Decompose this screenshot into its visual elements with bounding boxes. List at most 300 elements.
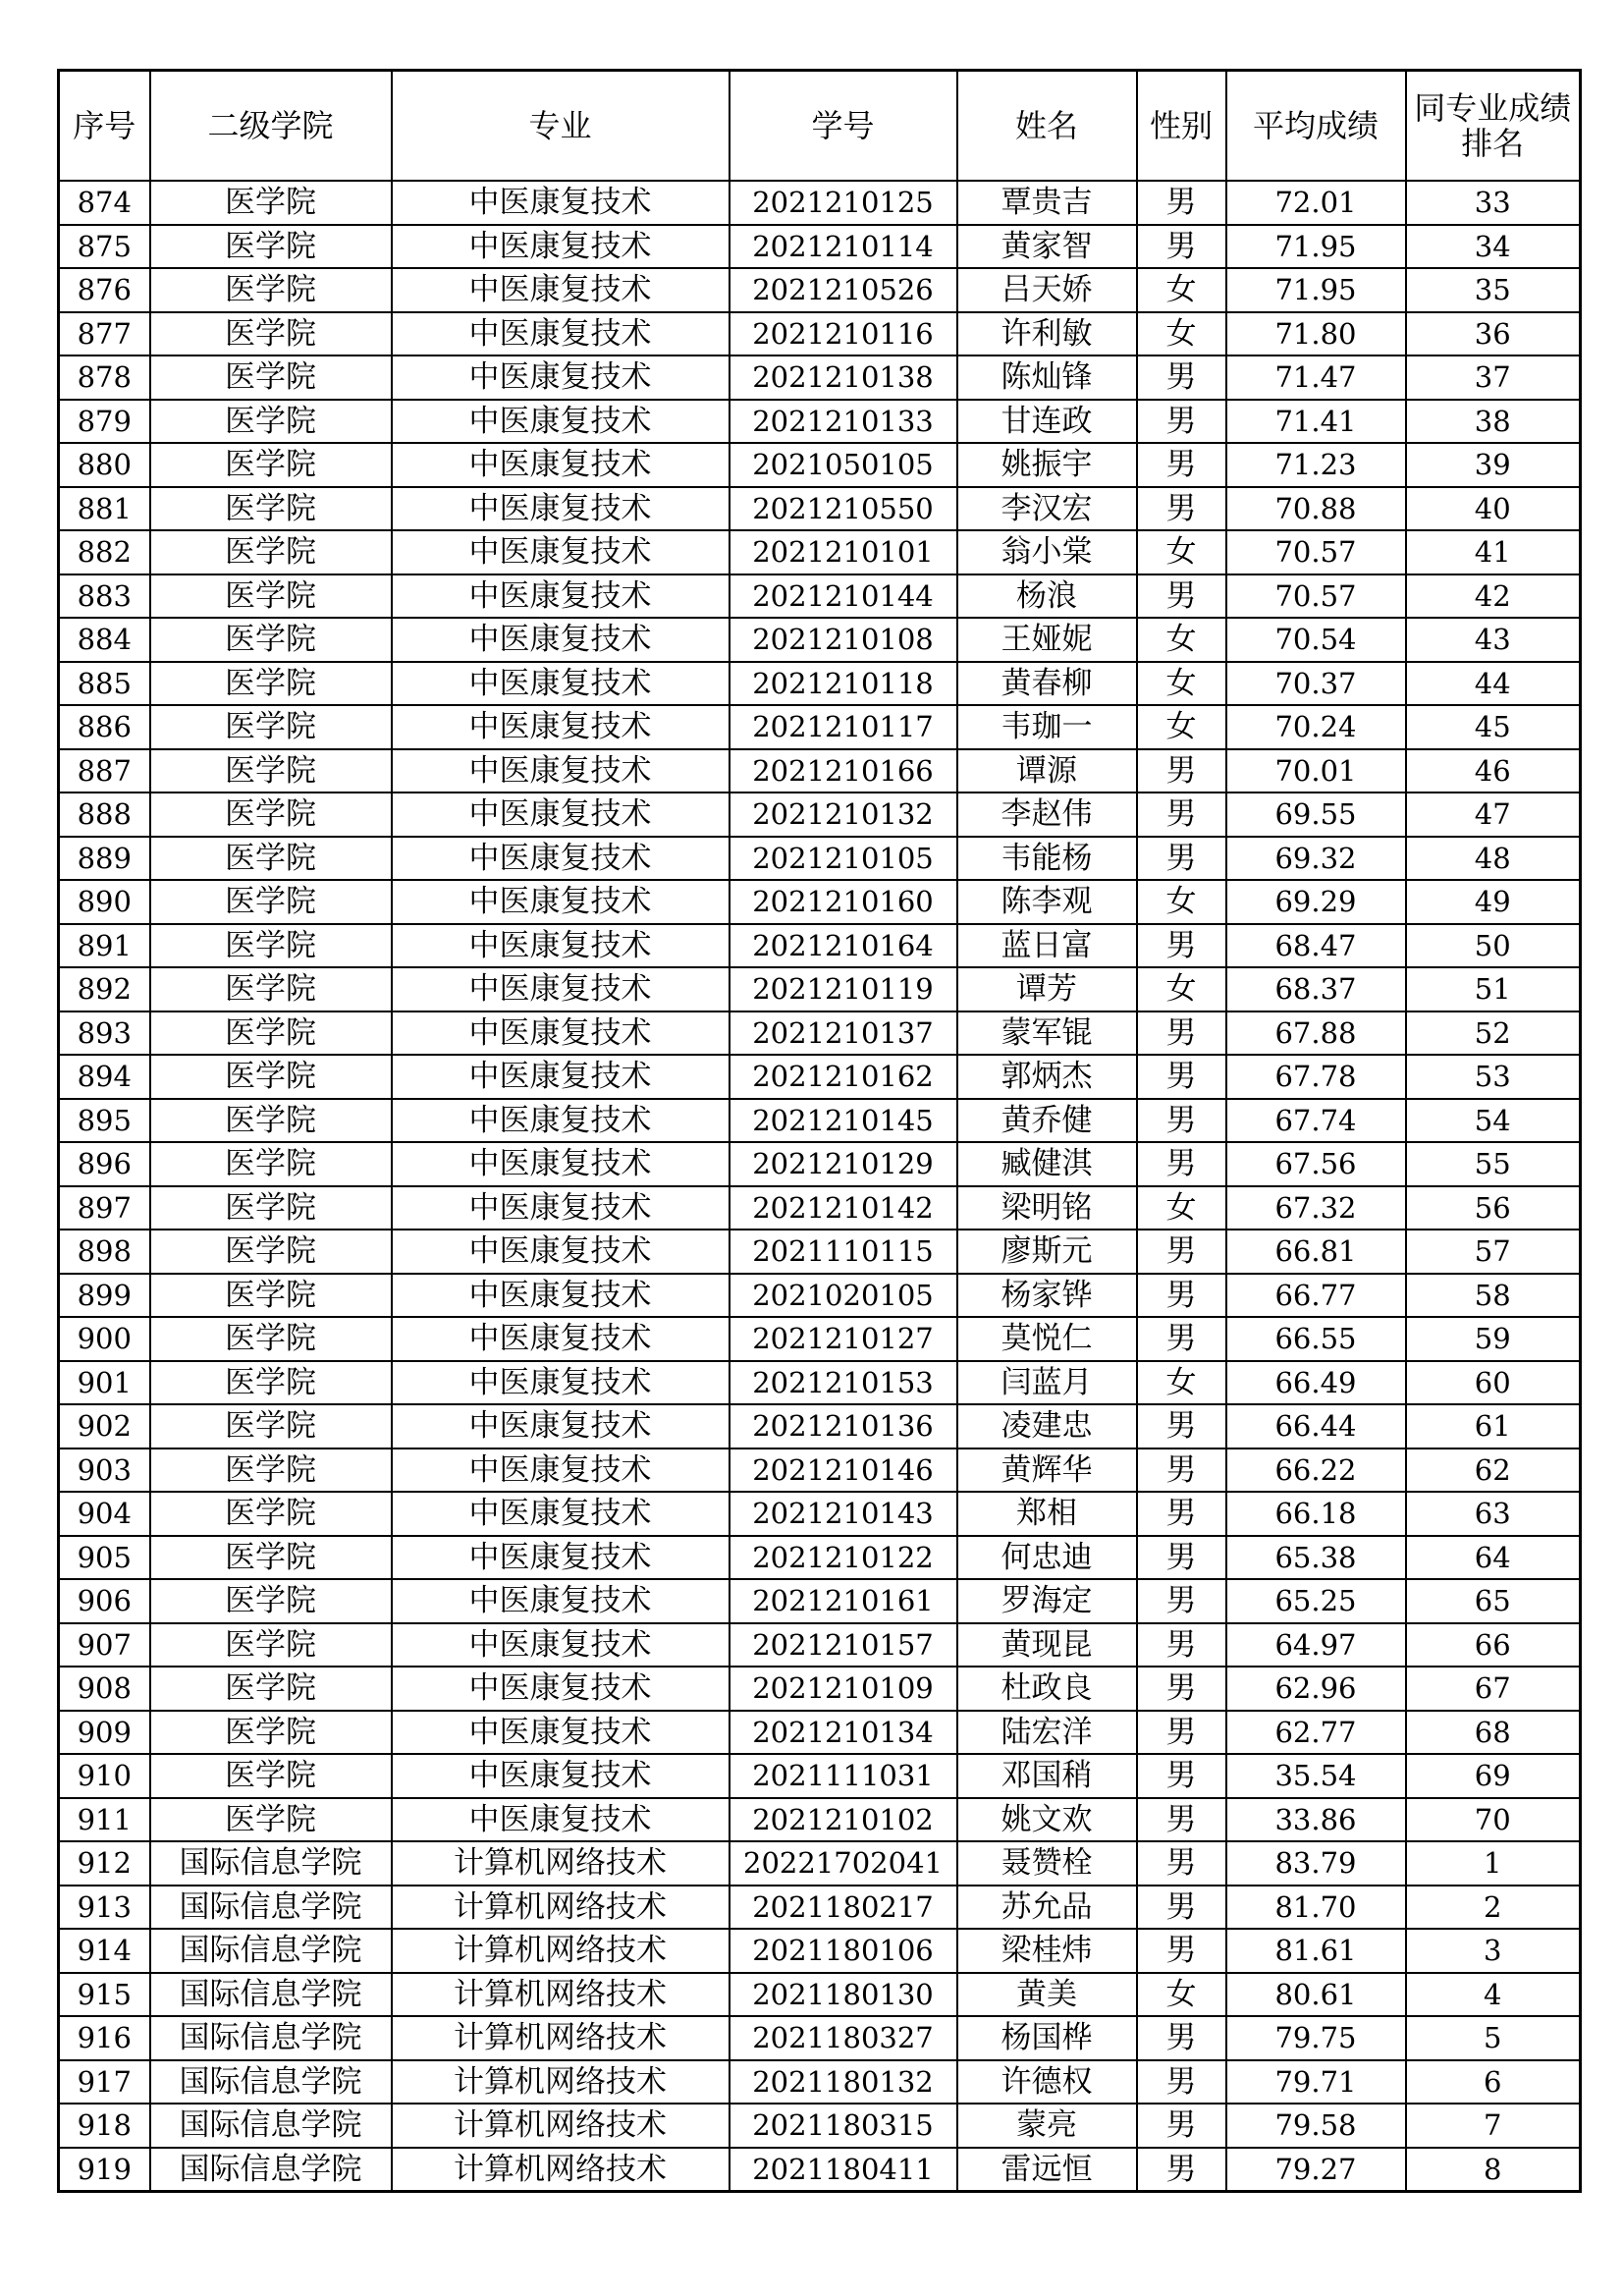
rank-cell: 3	[1406, 1929, 1581, 1973]
student-id-cell: 2021180411	[730, 2148, 957, 2192]
rank-cell: 63	[1406, 1492, 1581, 1536]
major-cell: 中医康复技术	[392, 924, 730, 968]
major-cell: 计算机网络技术	[392, 1929, 730, 1973]
average-score-cell: 68.37	[1226, 967, 1406, 1011]
name-cell: 王娅妮	[957, 618, 1137, 662]
student-id-cell: 2021210133	[730, 400, 957, 444]
name-cell: 黄美	[957, 1973, 1137, 2017]
seq-cell: 884	[59, 618, 150, 662]
rank-cell: 64	[1406, 1536, 1581, 1580]
name-cell: 姚文欢	[957, 1798, 1137, 1842]
major-cell: 中医康复技术	[392, 749, 730, 793]
rank-cell: 52	[1406, 1011, 1581, 1056]
student-id-cell: 2021210105	[730, 837, 957, 881]
average-score-cell: 71.47	[1226, 355, 1406, 400]
seq-cell: 917	[59, 2060, 150, 2105]
name-cell: 覃贵吉	[957, 181, 1137, 225]
student-id-cell: 2021210101	[730, 530, 957, 574]
major-cell: 中医康复技术	[392, 225, 730, 269]
seq-cell: 881	[59, 487, 150, 531]
college-cell: 国际信息学院	[150, 2104, 392, 2148]
name-cell: 杨国桦	[957, 2016, 1137, 2060]
major-cell: 中医康复技术	[392, 1011, 730, 1056]
table-row	[59, 1186, 1581, 1230]
table-row	[59, 487, 1581, 531]
gender-cell: 女	[1137, 662, 1226, 706]
gender-cell: 男	[1137, 1099, 1226, 1143]
major-cell: 中医康复技术	[392, 1579, 730, 1623]
student-id-cell: 2021210108	[730, 618, 957, 662]
rank-cell: 60	[1406, 1361, 1581, 1405]
seq-cell: 903	[59, 1449, 150, 1493]
gender-cell: 女	[1137, 705, 1226, 749]
seq-cell: 874	[59, 181, 150, 225]
average-score-cell: 71.41	[1226, 400, 1406, 444]
table-row	[59, 837, 1581, 881]
gender-cell: 男	[1137, 837, 1226, 881]
name-cell: 梁桂炜	[957, 1929, 1137, 1973]
student-id-cell: 2021210145	[730, 1099, 957, 1143]
gender-cell: 女	[1137, 1186, 1226, 1230]
major-cell: 计算机网络技术	[392, 2104, 730, 2148]
average-score-cell: 79.58	[1226, 2104, 1406, 2148]
table-row	[59, 1536, 1581, 1580]
student-id-cell: 2021210109	[730, 1667, 957, 1711]
rank-cell: 46	[1406, 749, 1581, 793]
seq-cell: 892	[59, 967, 150, 1011]
table-row	[59, 1973, 1581, 2017]
student-id-cell: 2021180217	[730, 1886, 957, 1930]
college-cell: 医学院	[150, 530, 392, 574]
rank-cell: 38	[1406, 400, 1581, 444]
student-id-cell: 2021210164	[730, 924, 957, 968]
table-row	[59, 880, 1581, 924]
rank-cell: 35	[1406, 268, 1581, 312]
student-id-cell: 2021111031	[730, 1754, 957, 1798]
gender-cell: 男	[1137, 1623, 1226, 1667]
rank-cell: 2	[1406, 1886, 1581, 1930]
rank-cell: 40	[1406, 487, 1581, 531]
average-score-cell: 79.71	[1226, 2060, 1406, 2105]
seq-cell: 879	[59, 400, 150, 444]
seq-cell: 905	[59, 1536, 150, 1580]
name-cell: 陆宏洋	[957, 1711, 1137, 1755]
name-cell: 姚振宇	[957, 443, 1137, 487]
name-cell: 黄辉华	[957, 1449, 1137, 1493]
gender-cell: 女	[1137, 618, 1226, 662]
table-row	[59, 1886, 1581, 1930]
average-score-cell: 70.88	[1226, 487, 1406, 531]
average-score-cell: 69.55	[1226, 793, 1406, 837]
seq-cell: 889	[59, 837, 150, 881]
name-cell: 郑相	[957, 1492, 1137, 1536]
student-id-cell: 2021210137	[730, 1011, 957, 1056]
table-row	[59, 1099, 1581, 1143]
major-cell: 中医康复技术	[392, 1623, 730, 1667]
gender-cell: 男	[1137, 2104, 1226, 2148]
seq-cell: 904	[59, 1492, 150, 1536]
rank-cell: 59	[1406, 1317, 1581, 1361]
table-row	[59, 1798, 1581, 1842]
student-id-cell: 2021210129	[730, 1142, 957, 1186]
name-cell: 吕天娇	[957, 268, 1137, 312]
name-cell: 凌建忠	[957, 1404, 1137, 1449]
student-id-cell: 2021180132	[730, 2060, 957, 2105]
name-cell: 杨浪	[957, 574, 1137, 619]
college-cell: 医学院	[150, 1099, 392, 1143]
table-row	[59, 618, 1581, 662]
table-row	[59, 1317, 1581, 1361]
average-score-cell: 70.01	[1226, 749, 1406, 793]
rank-cell: 67	[1406, 1667, 1581, 1711]
seq-cell: 918	[59, 2104, 150, 2148]
seq-cell: 909	[59, 1711, 150, 1755]
rank-cell: 42	[1406, 574, 1581, 619]
name-cell: 闫蓝月	[957, 1361, 1137, 1405]
header-major: 专业	[392, 71, 730, 182]
student-id-cell: 2021210136	[730, 1404, 957, 1449]
college-cell: 医学院	[150, 1317, 392, 1361]
major-cell: 计算机网络技术	[392, 1886, 730, 1930]
header-name: 姓名	[957, 71, 1137, 182]
major-cell: 中医康复技术	[392, 1142, 730, 1186]
major-cell: 中医康复技术	[392, 1754, 730, 1798]
major-cell: 中医康复技术	[392, 618, 730, 662]
name-cell: 黄现昆	[957, 1623, 1137, 1667]
name-cell: 李赵伟	[957, 793, 1137, 837]
gender-cell: 男	[1137, 1929, 1226, 1973]
average-score-cell: 67.32	[1226, 1186, 1406, 1230]
college-cell: 国际信息学院	[150, 2148, 392, 2192]
name-cell: 甘连政	[957, 400, 1137, 444]
rank-cell: 68	[1406, 1711, 1581, 1755]
header-row	[59, 71, 1581, 182]
average-score-cell: 33.86	[1226, 1798, 1406, 1842]
average-score-cell: 66.49	[1226, 1361, 1406, 1405]
major-cell: 中医康复技术	[392, 1361, 730, 1405]
average-score-cell: 69.32	[1226, 837, 1406, 881]
table-row	[59, 1623, 1581, 1667]
average-score-cell: 81.70	[1226, 1886, 1406, 1930]
college-cell: 医学院	[150, 1186, 392, 1230]
seq-cell: 916	[59, 2016, 150, 2060]
table-row	[59, 1579, 1581, 1623]
college-cell: 医学院	[150, 662, 392, 706]
grades-table	[57, 69, 1582, 2193]
gender-cell: 男	[1137, 1055, 1226, 1099]
seq-cell: 886	[59, 705, 150, 749]
student-id-cell: 2021210116	[730, 312, 957, 356]
gender-cell: 女	[1137, 530, 1226, 574]
rank-cell: 61	[1406, 1404, 1581, 1449]
seq-cell: 907	[59, 1623, 150, 1667]
average-score-cell: 68.47	[1226, 924, 1406, 968]
major-cell: 中医康复技术	[392, 1449, 730, 1493]
college-cell: 医学院	[150, 1361, 392, 1405]
major-cell: 中医康复技术	[392, 574, 730, 619]
college-cell: 医学院	[150, 487, 392, 531]
seq-cell: 890	[59, 880, 150, 924]
rank-cell: 6	[1406, 2060, 1581, 2105]
average-score-cell: 70.54	[1226, 618, 1406, 662]
student-id-cell: 2021210114	[730, 225, 957, 269]
table-row	[59, 443, 1581, 487]
gender-cell: 女	[1137, 312, 1226, 356]
table-row	[59, 225, 1581, 269]
rank-cell: 33	[1406, 181, 1581, 225]
name-cell: 韦能杨	[957, 837, 1137, 881]
major-cell: 中医康复技术	[392, 355, 730, 400]
table-row	[59, 1055, 1581, 1099]
seq-cell: 882	[59, 530, 150, 574]
seq-cell: 901	[59, 1361, 150, 1405]
rank-cell: 56	[1406, 1186, 1581, 1230]
college-cell: 医学院	[150, 1754, 392, 1798]
college-cell: 医学院	[150, 574, 392, 619]
average-score-cell: 81.61	[1226, 1929, 1406, 1973]
rank-cell: 7	[1406, 2104, 1581, 2148]
rank-cell: 43	[1406, 618, 1581, 662]
major-cell: 计算机网络技术	[392, 1841, 730, 1886]
gender-cell: 男	[1137, 2016, 1226, 2060]
seq-cell: 876	[59, 268, 150, 312]
major-cell: 中医康复技术	[392, 967, 730, 1011]
header-gender: 性别	[1137, 71, 1226, 182]
college-cell: 医学院	[150, 1536, 392, 1580]
gender-cell: 男	[1137, 1230, 1226, 1274]
table-row	[59, 2148, 1581, 2192]
student-id-cell: 2021210132	[730, 793, 957, 837]
major-cell: 计算机网络技术	[392, 2016, 730, 2060]
gender-cell: 男	[1137, 1886, 1226, 1930]
average-score-cell: 66.22	[1226, 1449, 1406, 1493]
student-id-cell: 2021210122	[730, 1536, 957, 1580]
student-id-cell: 2021210160	[730, 880, 957, 924]
table-row	[59, 924, 1581, 968]
average-score-cell: 72.01	[1226, 181, 1406, 225]
table-row	[59, 268, 1581, 312]
name-cell: 苏允品	[957, 1886, 1137, 1930]
table-row	[59, 705, 1581, 749]
major-cell: 中医康复技术	[392, 1317, 730, 1361]
major-cell: 中医康复技术	[392, 1274, 730, 1318]
average-score-cell: 83.79	[1226, 1841, 1406, 1886]
seq-cell: 912	[59, 1841, 150, 1886]
average-score-cell: 71.95	[1226, 225, 1406, 269]
seq-cell: 878	[59, 355, 150, 400]
major-cell: 中医康复技术	[392, 181, 730, 225]
college-cell: 国际信息学院	[150, 2060, 392, 2105]
average-score-cell: 70.37	[1226, 662, 1406, 706]
college-cell: 国际信息学院	[150, 1841, 392, 1886]
rank-cell: 44	[1406, 662, 1581, 706]
student-id-cell: 2021210118	[730, 662, 957, 706]
name-cell: 许德权	[957, 2060, 1137, 2105]
name-cell: 翁小棠	[957, 530, 1137, 574]
college-cell: 国际信息学院	[150, 1929, 392, 1973]
table-row	[59, 355, 1581, 400]
table-row	[59, 1449, 1581, 1493]
average-score-cell: 65.38	[1226, 1536, 1406, 1580]
seq-cell: 914	[59, 1929, 150, 1973]
college-cell: 医学院	[150, 1798, 392, 1842]
college-cell: 国际信息学院	[150, 2016, 392, 2060]
gender-cell: 男	[1137, 1579, 1226, 1623]
name-cell: 邓国稍	[957, 1754, 1137, 1798]
rank-cell: 58	[1406, 1274, 1581, 1318]
major-cell: 中医康复技术	[392, 1186, 730, 1230]
college-cell: 医学院	[150, 705, 392, 749]
student-id-cell: 2021210161	[730, 1579, 957, 1623]
gender-cell: 男	[1137, 2148, 1226, 2192]
table-row	[59, 1404, 1581, 1449]
gender-cell: 男	[1137, 1841, 1226, 1886]
college-cell: 医学院	[150, 268, 392, 312]
gender-cell: 男	[1137, 443, 1226, 487]
rank-cell: 69	[1406, 1754, 1581, 1798]
gender-cell: 男	[1137, 181, 1226, 225]
gender-cell: 男	[1137, 749, 1226, 793]
average-score-cell: 79.75	[1226, 2016, 1406, 2060]
gender-cell: 女	[1137, 1361, 1226, 1405]
average-score-cell: 66.55	[1226, 1317, 1406, 1361]
rank-cell: 57	[1406, 1230, 1581, 1274]
rank-cell: 48	[1406, 837, 1581, 881]
college-cell: 医学院	[150, 1142, 392, 1186]
average-score-cell: 65.25	[1226, 1579, 1406, 1623]
major-cell: 中医康复技术	[392, 880, 730, 924]
seq-cell: 902	[59, 1404, 150, 1449]
college-cell: 医学院	[150, 837, 392, 881]
gender-cell: 男	[1137, 1274, 1226, 1318]
seq-cell: 893	[59, 1011, 150, 1056]
gender-cell: 男	[1137, 1404, 1226, 1449]
college-cell: 医学院	[150, 1404, 392, 1449]
gender-cell: 男	[1137, 487, 1226, 531]
name-cell: 黄春柳	[957, 662, 1137, 706]
average-score-cell: 67.78	[1226, 1055, 1406, 1099]
header-college: 二级学院	[150, 71, 392, 182]
rank-cell: 34	[1406, 225, 1581, 269]
college-cell: 医学院	[150, 1230, 392, 1274]
college-cell: 医学院	[150, 1623, 392, 1667]
table-row	[59, 1011, 1581, 1056]
college-cell: 国际信息学院	[150, 1886, 392, 1930]
gender-cell: 男	[1137, 400, 1226, 444]
major-cell: 中医康复技术	[392, 793, 730, 837]
rank-cell: 47	[1406, 793, 1581, 837]
college-cell: 医学院	[150, 1449, 392, 1493]
average-score-cell: 70.24	[1226, 705, 1406, 749]
average-score-cell: 67.88	[1226, 1011, 1406, 1056]
seq-cell: 900	[59, 1317, 150, 1361]
seq-cell: 913	[59, 1886, 150, 1930]
average-score-cell: 66.44	[1226, 1404, 1406, 1449]
major-cell: 中医康复技术	[392, 1230, 730, 1274]
table-row	[59, 2016, 1581, 2060]
name-cell: 陈灿锋	[957, 355, 1137, 400]
name-cell: 聂赞栓	[957, 1841, 1137, 1886]
college-cell: 医学院	[150, 1055, 392, 1099]
gender-cell: 女	[1137, 1973, 1226, 2017]
average-score-cell: 70.57	[1226, 530, 1406, 574]
name-cell: 韦珈一	[957, 705, 1137, 749]
student-id-cell: 2021050105	[730, 443, 957, 487]
seq-cell: 915	[59, 1973, 150, 2017]
name-cell: 莫悦仁	[957, 1317, 1137, 1361]
gender-cell: 男	[1137, 1011, 1226, 1056]
student-id-cell: 2021180327	[730, 2016, 957, 2060]
name-cell: 许利敏	[957, 312, 1137, 356]
table-row	[59, 1492, 1581, 1536]
rank-cell: 37	[1406, 355, 1581, 400]
rank-cell: 1	[1406, 1841, 1581, 1886]
seq-cell: 899	[59, 1274, 150, 1318]
student-id-cell: 2021180106	[730, 1929, 957, 1973]
average-score-cell: 62.77	[1226, 1711, 1406, 1755]
table-row	[59, 312, 1581, 356]
gender-cell: 男	[1137, 355, 1226, 400]
table-row	[59, 749, 1581, 793]
major-cell: 中医康复技术	[392, 1492, 730, 1536]
student-id-cell: 2021210153	[730, 1361, 957, 1405]
student-id-cell: 2021210119	[730, 967, 957, 1011]
gender-cell: 男	[1137, 1142, 1226, 1186]
header-student-id: 学号	[730, 71, 957, 182]
average-score-cell: 62.96	[1226, 1667, 1406, 1711]
seq-cell: 906	[59, 1579, 150, 1623]
major-cell: 中医康复技术	[392, 487, 730, 531]
rank-cell: 8	[1406, 2148, 1581, 2192]
seq-cell: 910	[59, 1754, 150, 1798]
seq-cell: 883	[59, 574, 150, 619]
student-id-cell: 2021180130	[730, 1973, 957, 2017]
table-row	[59, 1711, 1581, 1755]
name-cell: 臧健淇	[957, 1142, 1137, 1186]
major-cell: 计算机网络技术	[392, 1973, 730, 2017]
table-row	[59, 400, 1581, 444]
name-cell: 蒙军锟	[957, 1011, 1137, 1056]
student-id-cell: 2021210117	[730, 705, 957, 749]
average-score-cell: 67.74	[1226, 1099, 1406, 1143]
major-cell: 中医康复技术	[392, 1667, 730, 1711]
average-score-cell: 66.77	[1226, 1274, 1406, 1318]
rank-cell: 36	[1406, 312, 1581, 356]
rank-cell: 49	[1406, 880, 1581, 924]
rank-cell: 66	[1406, 1623, 1581, 1667]
name-cell: 罗海定	[957, 1579, 1137, 1623]
student-id-cell: 2021210138	[730, 355, 957, 400]
rank-cell: 55	[1406, 1142, 1581, 1186]
college-cell: 医学院	[150, 1274, 392, 1318]
major-cell: 中医康复技术	[392, 400, 730, 444]
rank-cell: 39	[1406, 443, 1581, 487]
table-row	[59, 1142, 1581, 1186]
gender-cell: 男	[1137, 924, 1226, 968]
table-row	[59, 574, 1581, 619]
student-id-cell: 2021210125	[730, 181, 957, 225]
major-cell: 中医康复技术	[392, 312, 730, 356]
seq-cell: 896	[59, 1142, 150, 1186]
table-row	[59, 2104, 1581, 2148]
header-major-rank: 同专业成绩排名	[1406, 71, 1581, 182]
gender-cell: 男	[1137, 1492, 1226, 1536]
student-id-cell: 2021180315	[730, 2104, 957, 2148]
table-body	[59, 181, 1581, 2192]
average-score-cell: 66.18	[1226, 1492, 1406, 1536]
name-cell: 陈李观	[957, 880, 1137, 924]
college-cell: 医学院	[150, 181, 392, 225]
